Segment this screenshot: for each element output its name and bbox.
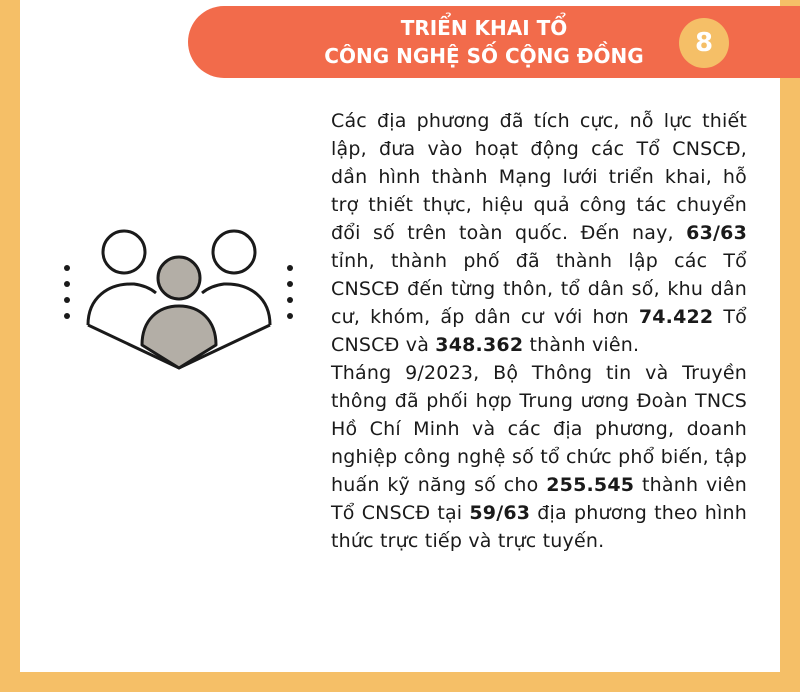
stat-provinces: 63/63: [686, 222, 747, 244]
section-number-badge: 8: [679, 18, 729, 68]
title-line-1: TRIỂN KHAI TỔ: [400, 16, 568, 40]
paragraph-2: Tháng 9/2023, Bộ Thông tin và Truyền thông đã phối hợp Trung ương Đoàn TNCS Hồ Chí Minh và các địa phương, doanh nghiệp công nghệ số tổ chức phổ biến, tập huấn kỹ năng số cho 255.545 thành viên Tổ CNSCĐ tại 59/63 địa phương theo hình thức trực tiếp và trực tuyến.: [331, 362, 747, 552]
stat-teams: 74.422: [638, 306, 714, 328]
community-group-icon: [58, 228, 300, 378]
stat-localities: 59/63: [469, 502, 531, 524]
body-text: [331, 107, 747, 555]
stat-members: 348.362: [435, 334, 524, 356]
paragraph-1: Các địa phương đã tích cực, nỗ lực thiết lập, đưa vào hoạt động các Tổ CNSCĐ, dần hình thành Mạng lưới triển khai, hỗ trợ thiết thực, hiệu quả công tác chuyển đổi số trên toàn quốc. Đến nay, 63/63 tỉnh, thành phố đã thành lập các Tổ CNSCĐ đến từng thôn, tổ dân số, khu dân cư, khóm, ấp dân cư với hơn 74.422 Tổ CNSCĐ và 348.362 thành viên.: [331, 110, 748, 356]
title-line-2: CÔNG NGHỆ SỐ CỘNG ĐỒNG: [324, 44, 644, 68]
stat-trained-members: 255.545: [546, 474, 635, 496]
